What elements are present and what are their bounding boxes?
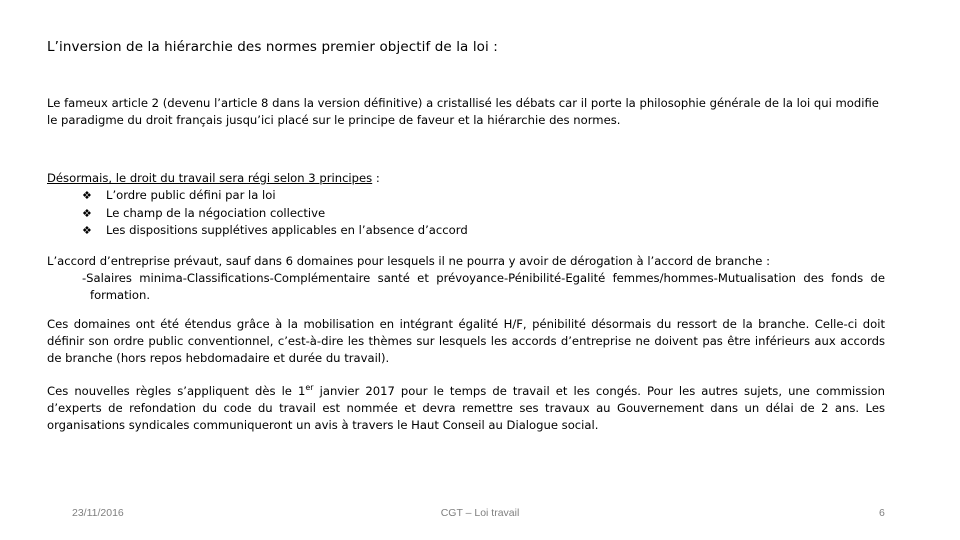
principles-heading-colon: :: [372, 171, 380, 185]
domaines-paragraph: Ces domaines ont été étendus grâce à la mobilisation en intégrant égalité H/F, pénibilité désormais du ressort de la branche. Celle-ci doit définir son ordre public conventionnel, c’est-à-dire les thèmes sur lesquels les accords d’entreprise ne doivent pas être inférieurs aux accords de branche (hors repos hebdomadaire et durée du travail).: [47, 317, 885, 365]
list-item-text: L’ordre public défini par la loi: [106, 188, 276, 202]
list-item: [82, 205, 468, 223]
list-item-text: Les dispositions supplétives applicables en l’absence d’accord: [106, 223, 468, 237]
domains-line: -Salaires minima-Classifications-Complémentaire santé et prévoyance-Pénibilité-Egalité femmes/hommes-Mutualisation des fonds de: [82, 271, 885, 285]
principles-heading-text: Désormais, le droit du travail sera régi selon 3 principes: [47, 171, 373, 185]
principles-heading: [47, 170, 885, 187]
list-item: [82, 187, 468, 205]
diamond-bullet-icon: ❖: [82, 224, 92, 237]
diamond-bullet-icon: ❖: [82, 206, 92, 220]
accord-paragraph: L’accord d’entreprise prévaut, sauf dans 6 domaines pour lesquels il ne pourra y avoir de dérogation à l’accord de branche :: [47, 254, 771, 268]
intro-paragraph: Le fameux article 2 (devenu l’article 8 dans la version définitive) a cristallisé les débats car il porte la philosophie générale de la loi qui modifie le paradigme du droit français jusqu’ici placé sur le principe de faveur et la hiérarchie des normes.: [47, 96, 879, 127]
list-item: [82, 222, 468, 240]
footer-page-number: 6: [879, 507, 885, 519]
footer-date: 23/11/2016: [72, 507, 124, 519]
regles-superscript: er: [305, 383, 314, 393]
slide-title: L’inversion de la hiérarchie des normes premier objectif de la loi :: [47, 39, 498, 55]
diamond-bullet-icon: ❖: [82, 189, 92, 202]
domains-line-end: formation.: [90, 288, 151, 302]
regles-paragraph: [47, 383, 885, 434]
principles-list: [82, 187, 468, 240]
regles-text-end: janvier 2017 pour le temps de travail et les congés. Pour les autres sujets, une commission d’experts de refondation du code du travail est nommée et devra remettre ses travaux au Gouvernement dans un délai de 2 ans. Les organisations syndicales communiqueront un avis à travers le Haut Conseil au Dialogue social.: [47, 384, 885, 432]
regles-text-start: Ces nouvelles règles s’appliquent dès le 1: [47, 384, 306, 398]
footer-title: CGT – Loi travail: [440, 507, 520, 519]
list-item-text: Le champ de la négociation collective: [106, 205, 326, 220]
